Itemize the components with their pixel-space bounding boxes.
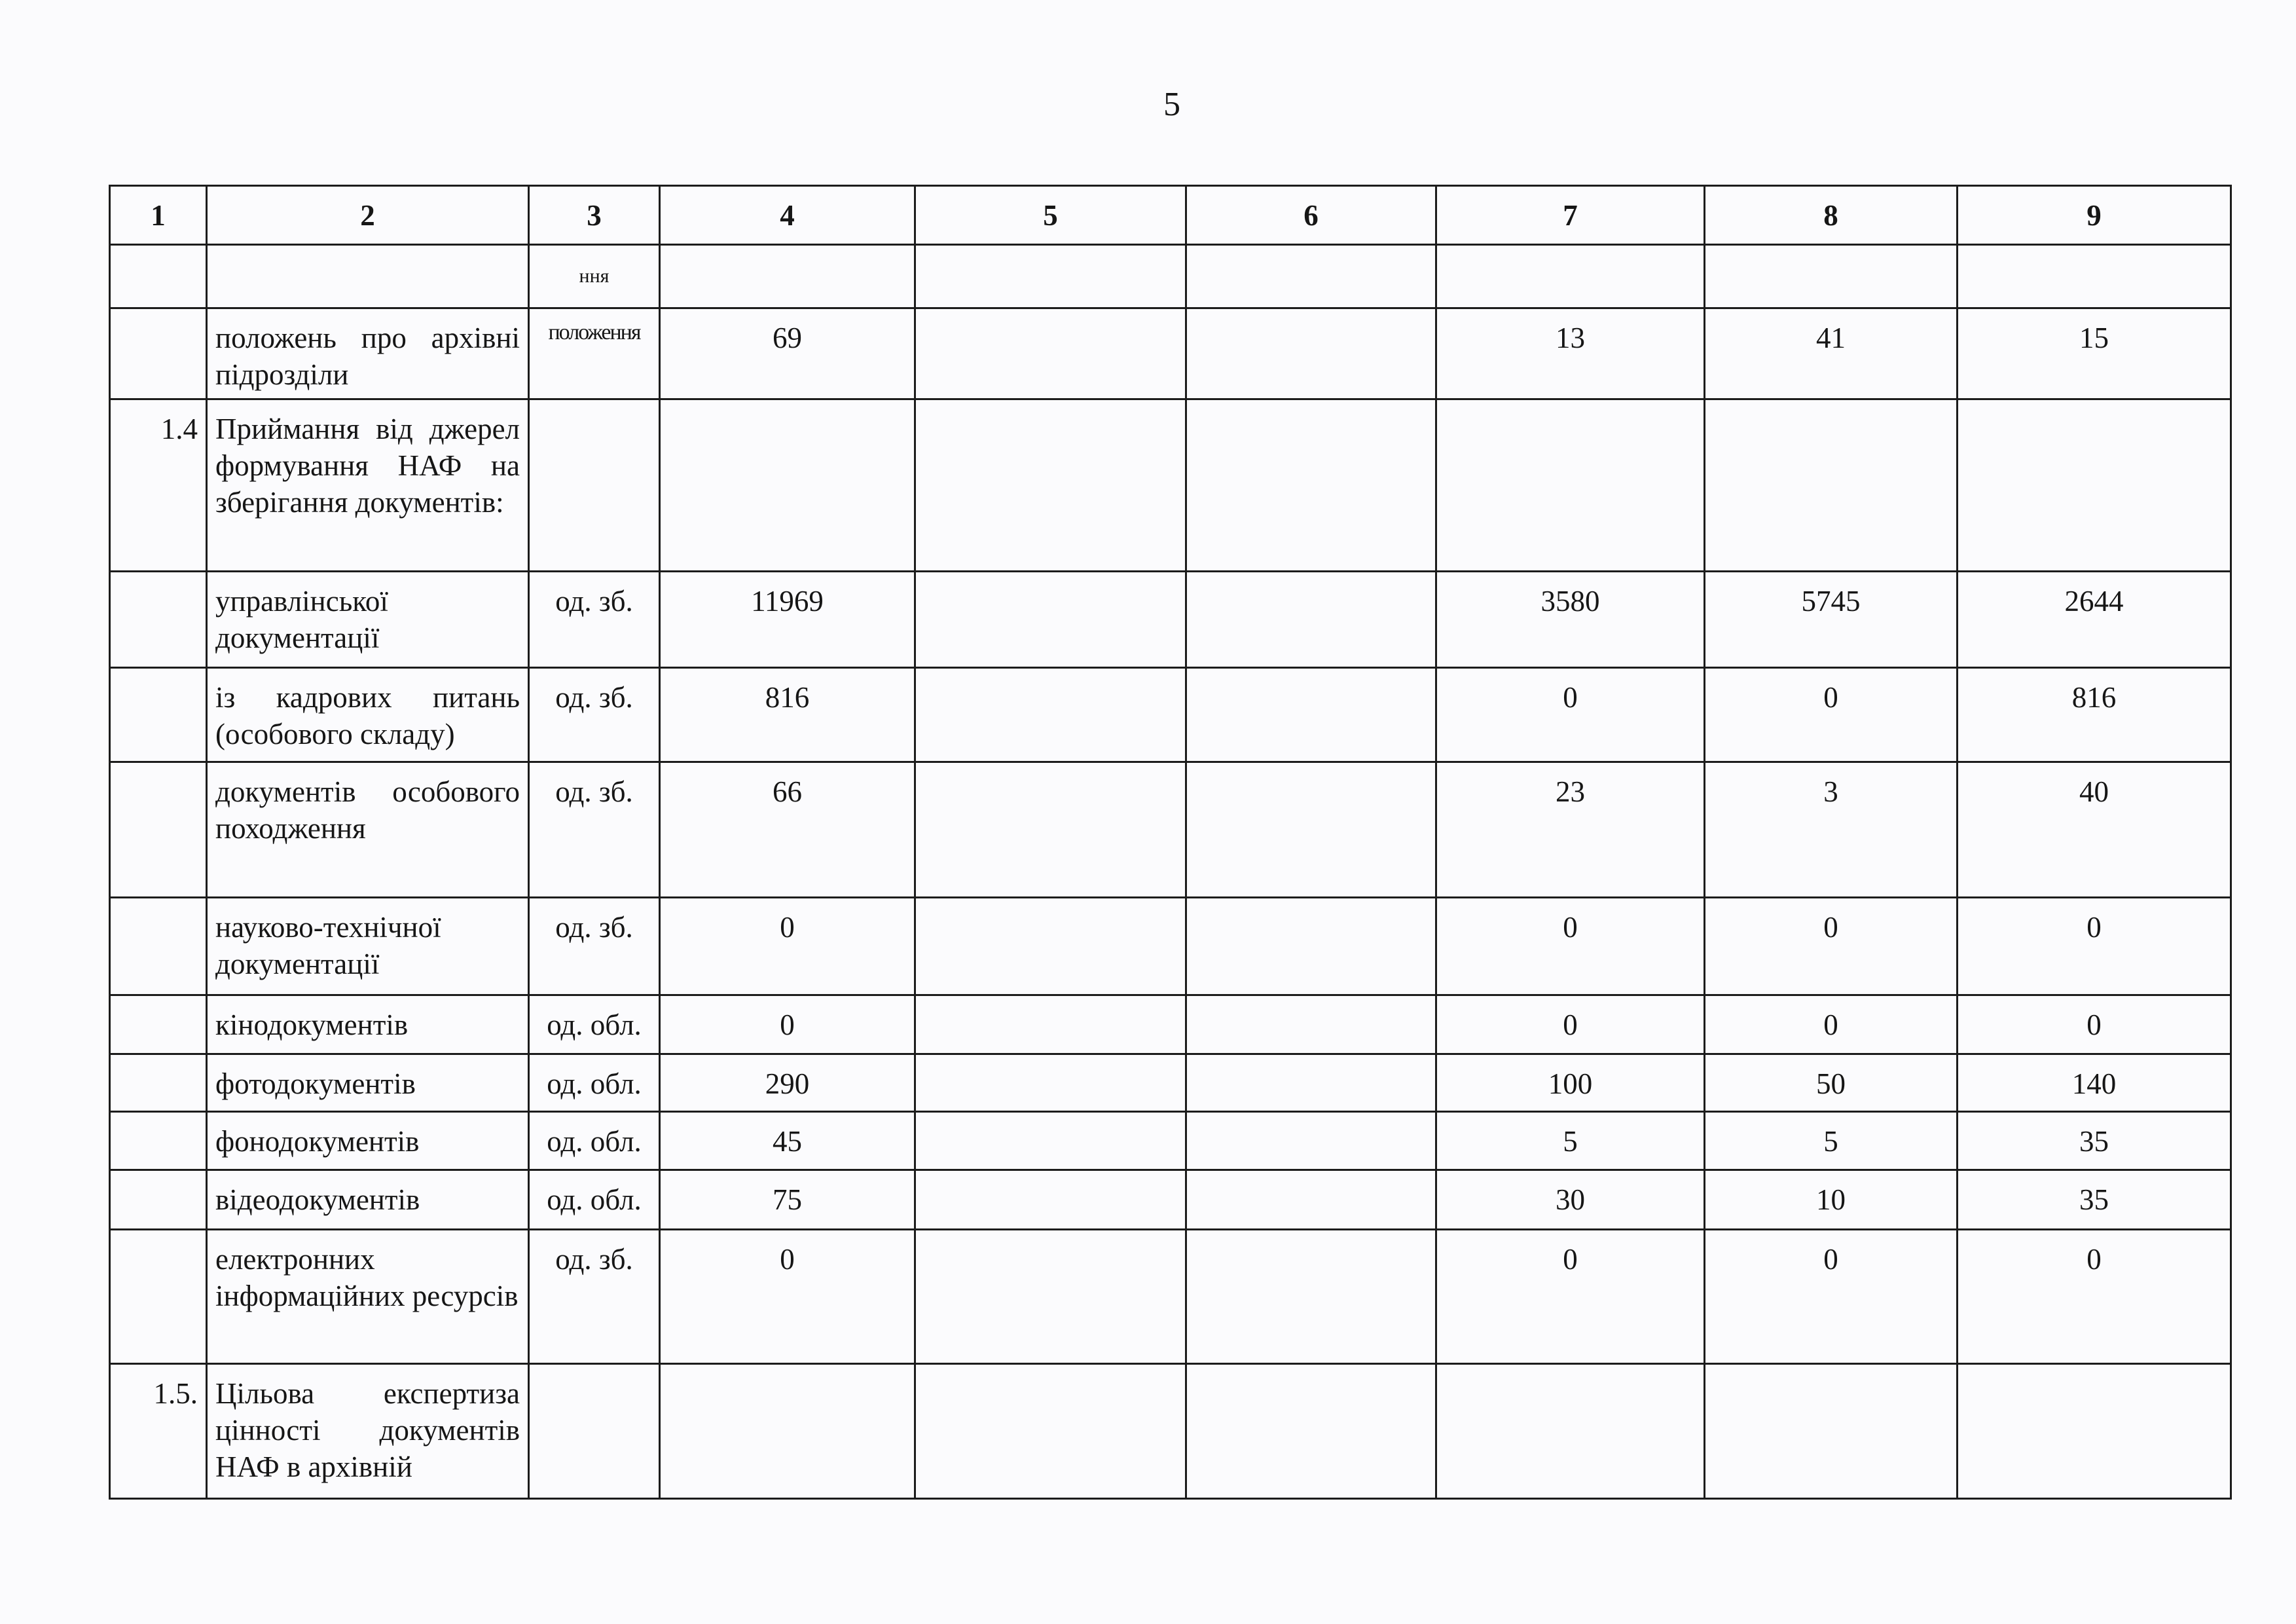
row-value: 41: [1705, 308, 1958, 399]
table-row: [110, 762, 2231, 898]
row-name: фотодокументів: [207, 1054, 529, 1112]
row-value: [660, 399, 915, 572]
row-value: [915, 1230, 1186, 1364]
row-value: 0: [1958, 898, 2231, 995]
table-row: [110, 1230, 2231, 1364]
row-value: 0: [1436, 668, 1705, 762]
row-value: 0: [660, 1230, 915, 1364]
row-value: 35: [1958, 1170, 2231, 1230]
row-unit: ння: [529, 245, 660, 308]
row-value: 0: [1705, 898, 1958, 995]
row-value: 5745: [1705, 572, 1958, 668]
column-number-row: [110, 186, 2231, 245]
column-header: 2: [207, 186, 529, 245]
row-code: [110, 898, 207, 995]
row-value: 10: [1705, 1170, 1958, 1230]
row-value: [1186, 1230, 1436, 1364]
row-code: [110, 245, 207, 308]
row-value: 0: [660, 898, 915, 995]
row-value: [915, 1112, 1186, 1170]
row-value: 45: [660, 1112, 915, 1170]
row-value: 5: [1705, 1112, 1958, 1170]
row-code: [110, 1170, 207, 1230]
row-value: 0: [1958, 995, 2231, 1054]
row-unit: од. зб.: [529, 668, 660, 762]
row-value: 0: [1436, 1230, 1705, 1364]
row-value: 69: [660, 308, 915, 399]
row-code: 1.5.: [110, 1364, 207, 1499]
table-row: [110, 308, 2231, 399]
row-value: 0: [1705, 995, 1958, 1054]
row-value: 30: [1436, 1170, 1705, 1230]
column-header: 9: [1958, 186, 2231, 245]
row-code: [110, 572, 207, 668]
row-value: [1436, 1364, 1705, 1499]
row-name: [207, 245, 529, 308]
row-code: [110, 308, 207, 399]
column-header: 7: [1436, 186, 1705, 245]
row-unit: од. обл.: [529, 995, 660, 1054]
row-value: 23: [1436, 762, 1705, 898]
row-name: Приймання від джерел формування НАФ на зберігання документів:: [207, 399, 529, 572]
row-name: науково-технічної документації: [207, 898, 529, 995]
row-name: відеодокументів: [207, 1170, 529, 1230]
row-name: кінодокументів: [207, 995, 529, 1054]
column-header: 6: [1186, 186, 1436, 245]
row-value: [1186, 1112, 1436, 1170]
row-code: [110, 1112, 207, 1170]
column-header: 5: [915, 186, 1186, 245]
row-code: [110, 762, 207, 898]
row-value: [1958, 245, 2231, 308]
table-row: [110, 1170, 2231, 1230]
row-value: [1705, 399, 1958, 572]
row-unit: од. зб.: [529, 898, 660, 995]
row-value: [1186, 898, 1436, 995]
row-value: 50: [1705, 1054, 1958, 1112]
row-unit: [529, 399, 660, 572]
row-value: 66: [660, 762, 915, 898]
row-value: [1436, 399, 1705, 572]
row-value: [1186, 399, 1436, 572]
row-value: [915, 572, 1186, 668]
row-value: 40: [1958, 762, 2231, 898]
row-value: [1958, 1364, 2231, 1499]
row-value: [915, 995, 1186, 1054]
row-value: 75: [660, 1170, 915, 1230]
row-value: 0: [660, 995, 915, 1054]
row-value: [915, 1170, 1186, 1230]
row-value: [1958, 399, 2231, 572]
row-value: 0: [1705, 668, 1958, 762]
row-name: управлінської документації: [207, 572, 529, 668]
table-row: [110, 1054, 2231, 1112]
row-value: [1186, 762, 1436, 898]
column-header: 4: [660, 186, 915, 245]
table-row: [110, 668, 2231, 762]
row-value: [915, 399, 1186, 572]
row-value: 13: [1436, 308, 1705, 399]
row-value: 100: [1436, 1054, 1705, 1112]
row-value: 816: [1958, 668, 2231, 762]
row-name: Цільова експертиза цінності документів НАФ в архівній: [207, 1364, 529, 1499]
row-unit: од. зб.: [529, 1230, 660, 1364]
row-value: 290: [660, 1054, 915, 1112]
row-code: 1.4: [110, 399, 207, 572]
row-unit: од. обл.: [529, 1112, 660, 1170]
page-number: 5: [1163, 86, 1180, 123]
row-value: [915, 668, 1186, 762]
row-value: [660, 1364, 915, 1499]
row-value: [915, 308, 1186, 399]
table-row: [110, 898, 2231, 995]
row-value: 0: [1958, 1230, 2231, 1364]
row-value: [915, 1054, 1186, 1112]
row-unit: [529, 1364, 660, 1499]
table-row: [110, 245, 2231, 308]
row-value: 3: [1705, 762, 1958, 898]
row-value: 5: [1436, 1112, 1705, 1170]
row-value: [1186, 308, 1436, 399]
column-header: 3: [529, 186, 660, 245]
table-row: [110, 399, 2231, 572]
row-value: [915, 898, 1186, 995]
row-unit: положення: [529, 308, 660, 399]
column-header: 1: [110, 186, 207, 245]
row-code: [110, 668, 207, 762]
row-value: 11969: [660, 572, 915, 668]
row-unit: од. обл.: [529, 1170, 660, 1230]
row-value: 816: [660, 668, 915, 762]
row-value: [1705, 245, 1958, 308]
row-value: 35: [1958, 1112, 2231, 1170]
row-value: [1186, 1364, 1436, 1499]
row-value: [1705, 1364, 1958, 1499]
row-value: [1186, 668, 1436, 762]
row-value: 2644: [1958, 572, 2231, 668]
row-name: фонодокументів: [207, 1112, 529, 1170]
row-value: [1186, 572, 1436, 668]
row-value: [915, 1364, 1186, 1499]
row-name: документів особового походження: [207, 762, 529, 898]
table-row: [110, 995, 2231, 1054]
column-header: 8: [1705, 186, 1958, 245]
row-value: [660, 245, 915, 308]
row-value: 3580: [1436, 572, 1705, 668]
table-row: [110, 1364, 2231, 1499]
row-value: [1186, 1170, 1436, 1230]
table-row: [110, 572, 2231, 668]
row-code: [110, 995, 207, 1054]
row-value: [1186, 1054, 1436, 1112]
row-unit: од. обл.: [529, 1054, 660, 1112]
row-name: із кадрових питань (особового складу): [207, 668, 529, 762]
row-value: 0: [1436, 898, 1705, 995]
row-value: [1186, 995, 1436, 1054]
row-code: [110, 1054, 207, 1112]
row-value: [915, 245, 1186, 308]
row-value: [1436, 245, 1705, 308]
row-name: електронних інформаційних ресурсів: [207, 1230, 529, 1364]
row-name: положень про архівні підрозділи: [207, 308, 529, 399]
row-unit: од. зб.: [529, 762, 660, 898]
row-value: 140: [1958, 1054, 2231, 1112]
table-row: [110, 1112, 2231, 1170]
row-value: [915, 762, 1186, 898]
row-code: [110, 1230, 207, 1364]
row-value: 0: [1705, 1230, 1958, 1364]
row-value: 0: [1436, 995, 1705, 1054]
row-value: 15: [1958, 308, 2231, 399]
row-value: [1186, 245, 1436, 308]
row-unit: од. зб.: [529, 572, 660, 668]
data-table: [109, 185, 2232, 1500]
